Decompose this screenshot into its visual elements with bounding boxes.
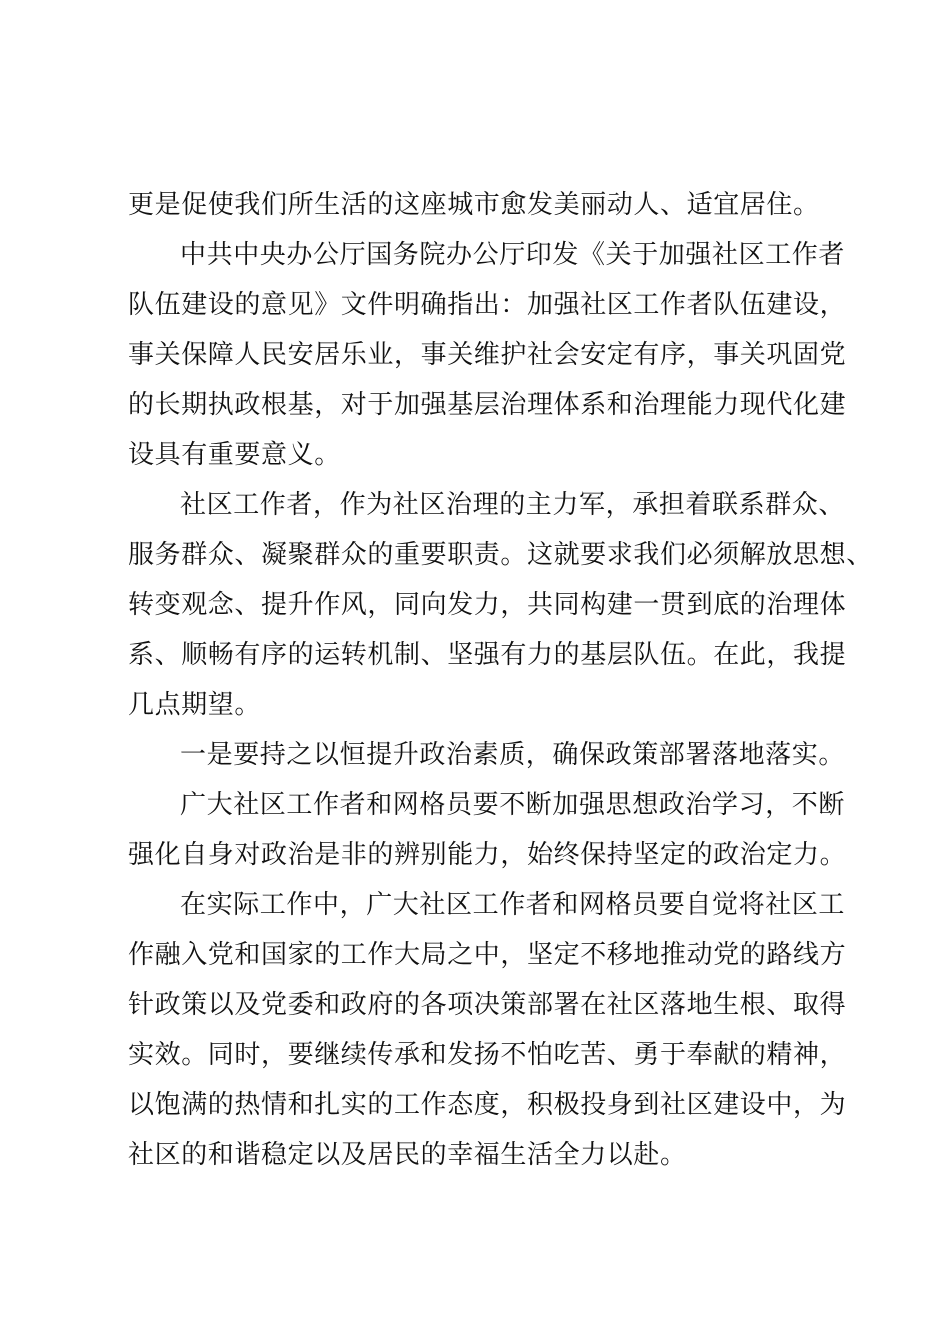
section-heading-line: 一是要持之以恒提升政治素质，确保政策部署落地落实。 — [180, 740, 846, 770]
text-line: 强化自身对政治是非的辨别能力，始终保持坚定的政治定力。 — [128, 840, 847, 870]
text-line: 转变观念、提升作风，同向发力，共同构建一贯到底的治理体 — [128, 590, 847, 620]
paragraph-start-line: 中共中央办公厅国务院办公厅印发《关于加强社区工作者 — [180, 240, 846, 270]
text-line: 的长期执政根基，对于加强基层治理体系和治理能力现代化建 — [128, 390, 847, 420]
text-line: 作融入党和国家的工作大局之中，坚定不移地推动党的路线方 — [128, 940, 847, 970]
text-line: 事关保障人民安居乐业，事关维护社会安定有序，事关巩固党 — [128, 340, 847, 370]
text-line: 以饱满的热情和扎实的工作态度，积极投身到社区建设中，为 — [128, 1090, 847, 1120]
text-line: 针政策以及党委和政府的各项决策部署在社区落地生根、取得 — [128, 990, 847, 1020]
text-line: 几点期望。 — [128, 690, 262, 720]
text-line: 系、顺畅有序的运转机制、坚强有力的基层队伍。在此，我提 — [128, 640, 847, 670]
paragraph-start-line: 在实际工作中，广大社区工作者和网格员要自觉将社区工 — [180, 890, 846, 920]
paragraph-start-line: 社区工作者，作为社区治理的主力军，承担着联系群众、 — [180, 490, 846, 520]
text-line: 实效。同时，要继续传承和发扬不怕吃苦、勇于奉献的精神， — [128, 1040, 847, 1070]
text-line: 队伍建设的意见》文件明确指出：加强社区工作者队伍建设， — [128, 290, 847, 320]
text-line: 服务群众、凝聚群众的重要职责。这就要求我们必须解放思想、 — [128, 540, 873, 570]
text-line: 设具有重要意义。 — [128, 440, 341, 470]
text-line: 更是促使我们所生活的这座城市愈发美丽动人、适宜居住。 — [128, 190, 820, 220]
paragraph-start-line: 广大社区工作者和网格员要不断加强思想政治学习，不断 — [180, 790, 846, 820]
text-line: 社区的和谐稳定以及居民的幸福生活全力以赴。 — [128, 1140, 687, 1170]
